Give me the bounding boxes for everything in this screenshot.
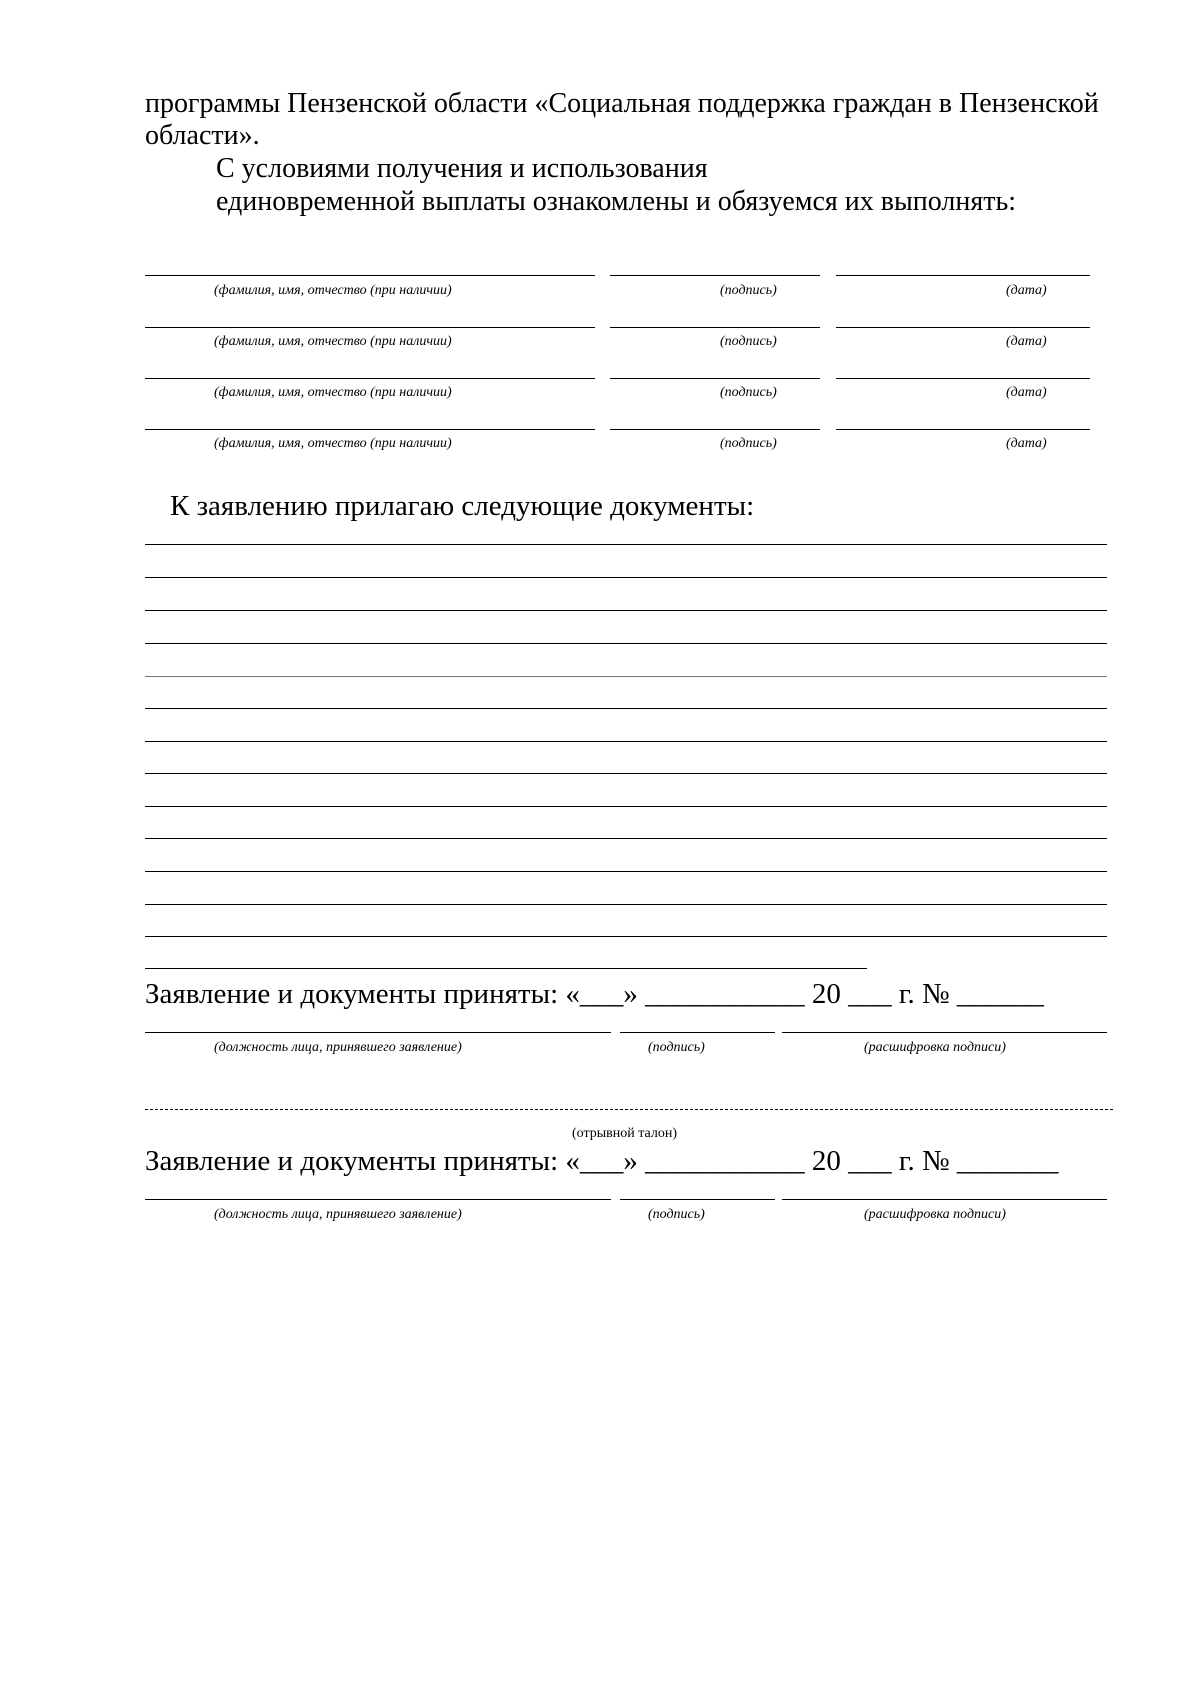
date-field-line[interactable] bbox=[836, 327, 1090, 328]
date-field-line[interactable] bbox=[836, 275, 1090, 276]
caption-date: (дата) bbox=[1006, 334, 1047, 349]
attachments-heading: К заявлению прилагаю следующие документы: bbox=[170, 490, 755, 522]
attachment-line[interactable] bbox=[145, 741, 1107, 742]
attachment-line[interactable] bbox=[145, 643, 1107, 644]
caption-signature: (подпись) bbox=[720, 436, 777, 451]
name-field-line[interactable] bbox=[145, 429, 595, 430]
signature-field-line[interactable] bbox=[610, 378, 820, 379]
attachment-line[interactable] bbox=[145, 806, 1107, 807]
signature-field-line[interactable] bbox=[610, 429, 820, 430]
caption-date: (дата) bbox=[1006, 385, 1047, 400]
official-signature-line[interactable] bbox=[620, 1032, 775, 1033]
caption-signature: (подпись) bbox=[648, 1207, 705, 1222]
attachment-line[interactable] bbox=[145, 676, 1107, 677]
caption-date: (дата) bbox=[1006, 283, 1047, 298]
official-signature-line[interactable] bbox=[620, 1199, 775, 1200]
caption-name: (фамилия, имя, отчество (при наличии) bbox=[214, 334, 452, 349]
attachment-line[interactable] bbox=[145, 968, 867, 969]
caption-signature: (подпись) bbox=[720, 334, 777, 349]
official-decoding-line[interactable] bbox=[782, 1032, 1107, 1033]
attachment-line[interactable] bbox=[145, 544, 1107, 545]
official-decoding-line[interactable] bbox=[782, 1199, 1107, 1200]
caption-decoding: (расшифровка подписи) bbox=[864, 1040, 1006, 1055]
caption-name: (фамилия, имя, отчество (при наличии) bbox=[214, 436, 452, 451]
receipt-accepted-line-tear: Заявление и документы приняты: «___» ___________ 20 ___ г. № _______ bbox=[145, 1145, 1059, 1177]
name-field-line[interactable] bbox=[145, 327, 595, 328]
attachment-line[interactable] bbox=[145, 936, 1107, 937]
official-position-line[interactable] bbox=[145, 1199, 611, 1200]
attachment-line[interactable] bbox=[145, 610, 1107, 611]
caption-signature: (подпись) bbox=[648, 1040, 705, 1055]
caption-position: (должность лица, принявшего заявление) bbox=[214, 1207, 462, 1222]
attachment-line[interactable] bbox=[145, 577, 1107, 578]
caption-decoding: (расшифровка подписи) bbox=[864, 1207, 1006, 1222]
name-field-line[interactable] bbox=[145, 378, 595, 379]
caption-name: (фамилия, имя, отчество (при наличии) bbox=[214, 283, 452, 298]
caption-date: (дата) bbox=[1006, 436, 1047, 451]
intro-line-4: единовременной выплаты ознакомлены и обязуемся их выполнять: bbox=[216, 186, 1017, 217]
intro-line-3: С условиями получения и использования bbox=[216, 153, 708, 184]
attachment-line[interactable] bbox=[145, 904, 1107, 905]
caption-signature: (подпись) bbox=[720, 385, 777, 400]
caption-name: (фамилия, имя, отчество (при наличии) bbox=[214, 385, 452, 400]
name-field-line[interactable] bbox=[145, 275, 595, 276]
attachment-line[interactable] bbox=[145, 871, 1107, 872]
tear-off-label: (отрывной талон) bbox=[572, 1126, 678, 1141]
intro-line-1: программы Пензенской области «Социальная поддержка граждан в Пензенской bbox=[145, 88, 1099, 119]
receipt-accepted-line: Заявление и документы приняты: «___» ___________ 20 ___ г. № ______ bbox=[145, 978, 1044, 1010]
tear-off-divider bbox=[145, 1109, 1113, 1110]
caption-position: (должность лица, принявшего заявление) bbox=[214, 1040, 462, 1055]
date-field-line[interactable] bbox=[836, 378, 1090, 379]
signature-field-line[interactable] bbox=[610, 327, 820, 328]
attachment-line[interactable] bbox=[145, 838, 1107, 839]
official-position-line[interactable] bbox=[145, 1032, 611, 1033]
attachment-line[interactable] bbox=[145, 708, 1107, 709]
intro-line-2: области». bbox=[145, 120, 260, 151]
caption-signature: (подпись) bbox=[720, 283, 777, 298]
signature-field-line[interactable] bbox=[610, 275, 820, 276]
attachment-line[interactable] bbox=[145, 773, 1107, 774]
date-field-line[interactable] bbox=[836, 429, 1090, 430]
